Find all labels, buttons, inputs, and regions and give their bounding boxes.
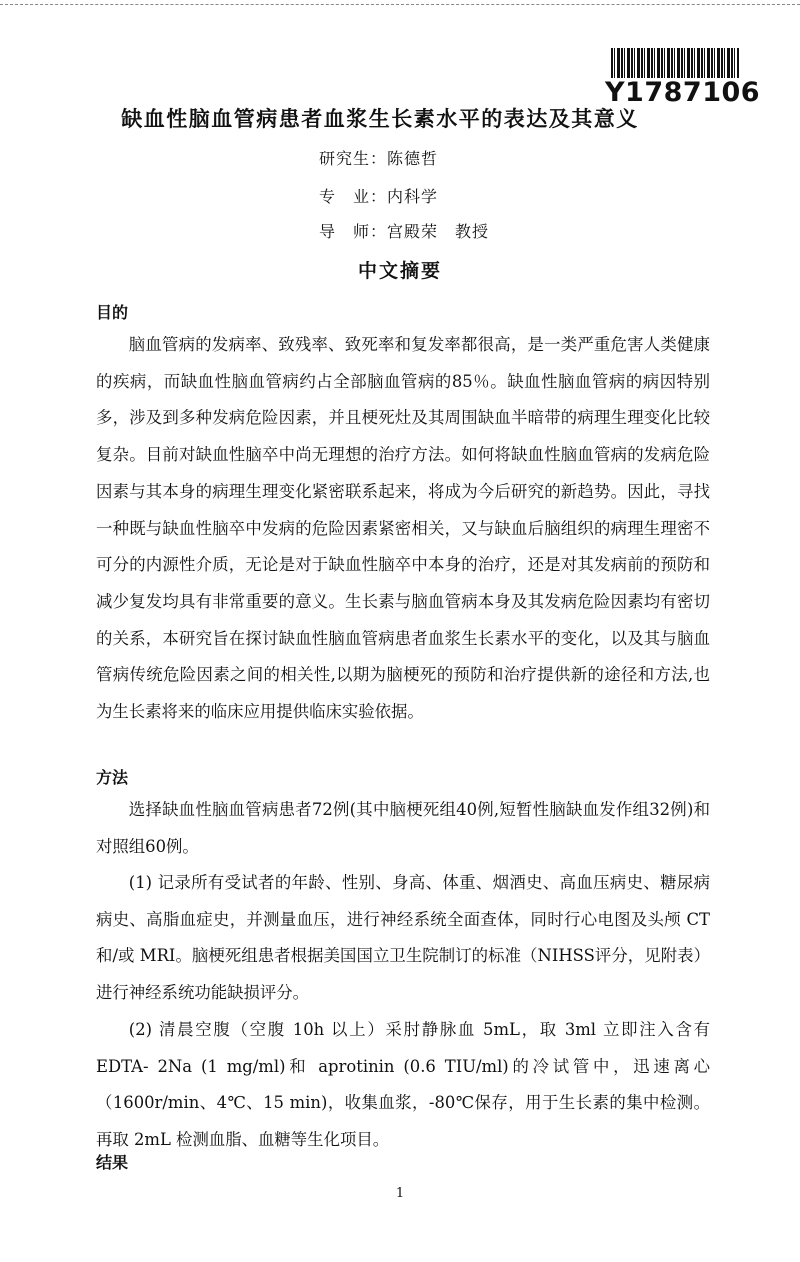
- advisor-line: 导 师：宫殿荣 教授: [319, 222, 490, 241]
- thesis-title: 缺血性脑血管病患者血浆生长素水平的表达及其意义: [121, 107, 639, 131]
- barcode-number: Y1787106: [605, 77, 761, 108]
- method-paragraph-1: 选择缺血性脑血管病患者72例(其中脑梗死组40例,短暂性脑缺血发作组32例)和对照组60例。: [96, 800, 710, 856]
- purpose-paragraph: 脑血管病的发病率、致残率、致死率和复发率都很高，是一类严重危害人类健康的疾病，而缺血性脑血管病约占全部脑血管病的85％。缺血性脑血管病的病因特别多，涉及到多种发病危险因素，并且梗死灶及其周围缺血半暗带的病理生理变化比较复杂。目前对缺血性脑卒中尚无理想的治疗方法。如何将缺血性脑血管病的发病危险因素与其本身的病理生理变化紧密联系起来，将成为今后研究的新趋势。因此，寻找一种既与缺血性脑卒中发病的危险因素紧密相关，又与缺血后脑组织的病理生理密不可分的内源性介质，无论是对于缺血性脑卒中本身的治疗，还是对其发病前的预防和减少复发均具有非常重要的意义。生长素与脑血管病本身及其发病危险因素均有密切的关系，本研究旨在探讨缺血性脑血管病患者血浆生长素水平的变化，以及其与脑血管病传统危险因素之间的相关性,以期为脑梗死的预防和治疗提供新的途径和方法,也为生长素将来的临床应用提供临床实验依据。: [96, 335, 710, 722]
- researcher-line: 研究生：陈德哲: [319, 149, 439, 168]
- method-heading: 方法: [96, 768, 129, 787]
- major-line: 专 业：内科学: [319, 187, 439, 206]
- purpose-heading: 目的: [96, 303, 129, 322]
- result-heading: 结果: [96, 1153, 129, 1172]
- barcode-image: [611, 48, 739, 78]
- method-paragraph-2: (1) 记录所有受试者的年龄、性别、身高、体重、烟酒史、高血压病史、糖尿病病史、高脂血症史，并测量血压，进行神经系统全面查体，同时行心电图及头颅 CT 和/或 MRI。脑梗死组患者根据美国国立卫生院制订的标准（NIHSS评分，见附表）进行神经系统功能缺损评分。: [96, 873, 710, 1003]
- abstract-section-title: 中文摘要: [357, 260, 442, 282]
- method-paragraph-3: (2) 清晨空腹（空腹 10h 以上）采肘静脉血 5mL，取 3ml 立即注入含有 EDTA- 2Na (1 mg/ml)和 aprotinin (0.6 TIU/ml)的冷试管中，迅速离心（1600r/min、4℃、15 min)，收集血浆，-80℃保存，用于生长素的集中检测。再取 2mL 检测血脂、血糖等生化项目。: [96, 1020, 710, 1150]
- page-number: 1: [395, 1186, 405, 1201]
- page-top-border: [0, 4, 800, 5]
